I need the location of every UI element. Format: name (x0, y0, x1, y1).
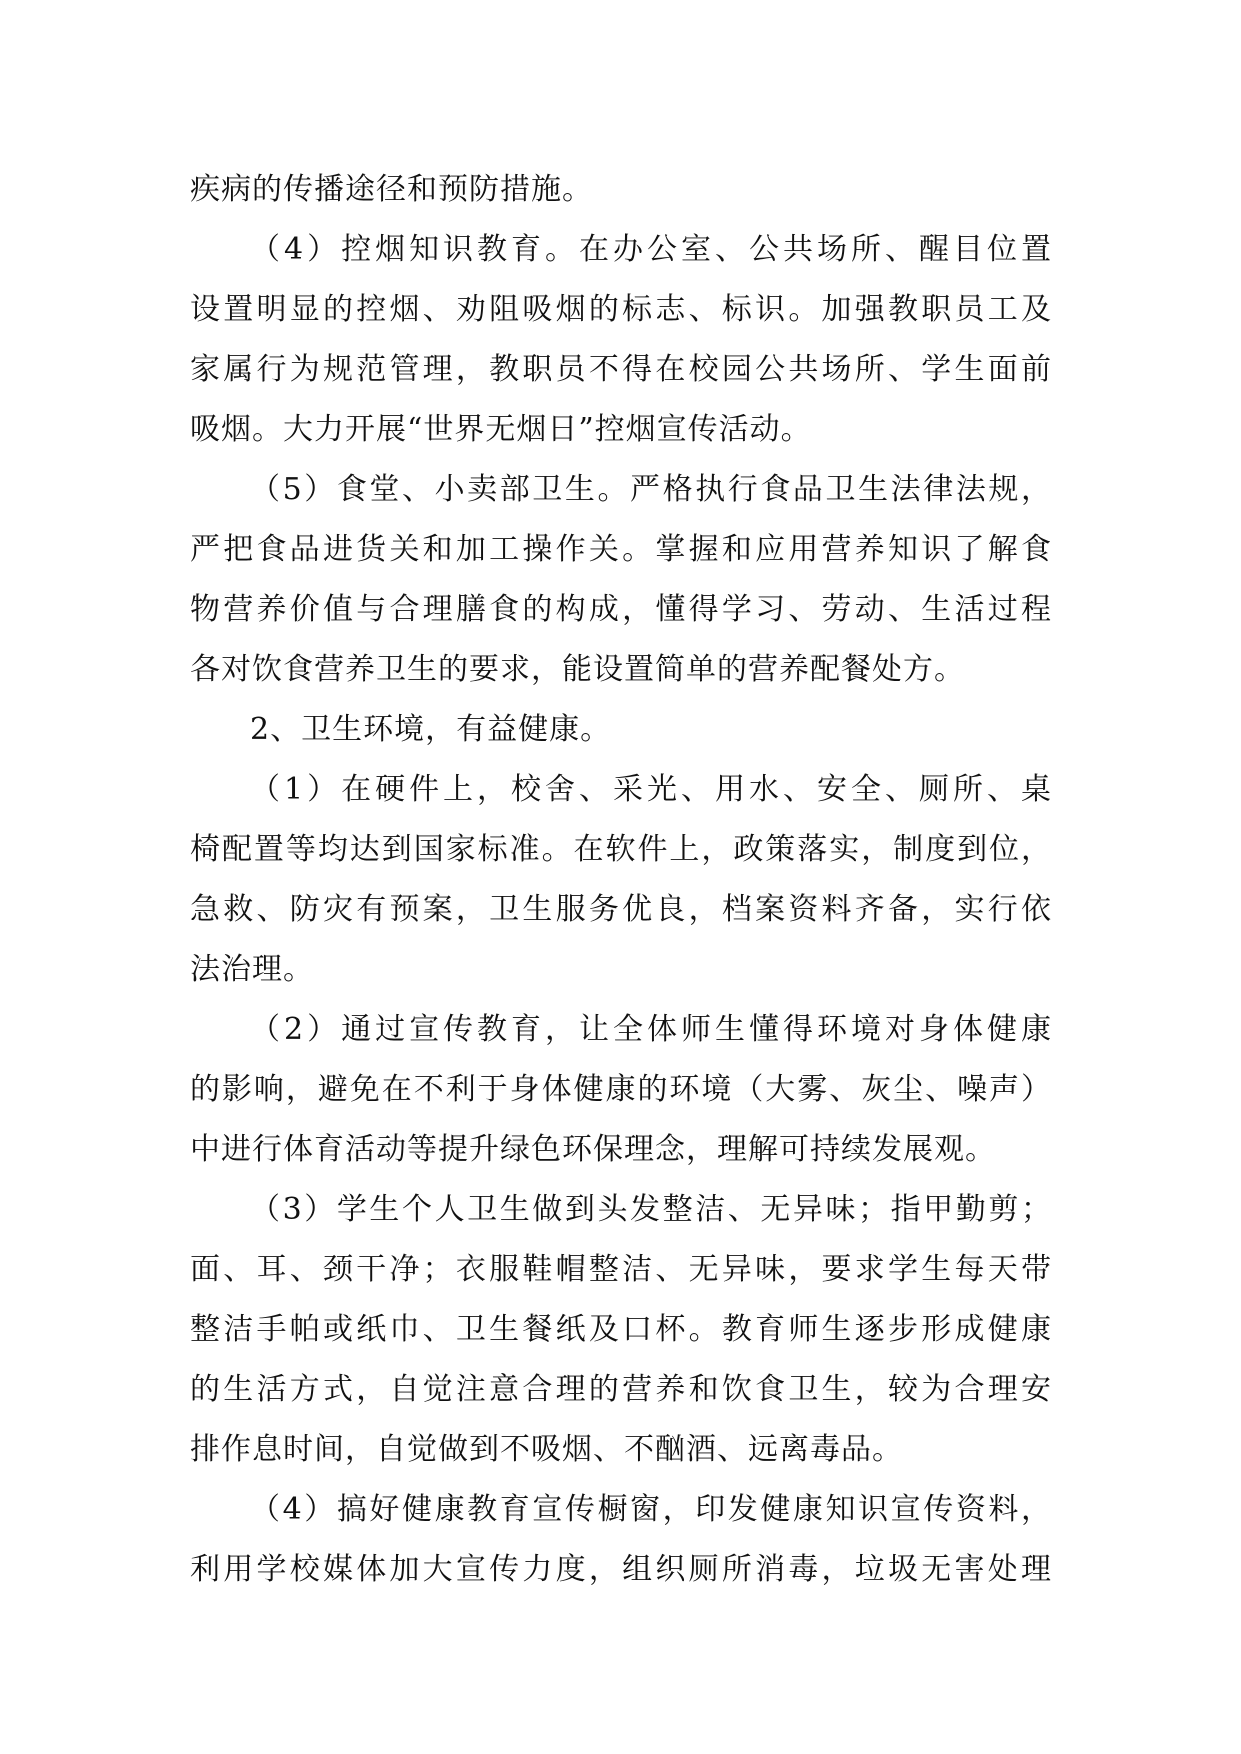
text-line: 急救、防灾有预案，卫生服务优良，档案资料齐备，实行依 (190, 892, 1052, 927)
text-line: 中进行体育活动等提升绿色环保理念，理解可持续发展观。 (190, 1132, 996, 1167)
text-line: 整洁手帕或纸巾、卫生餐纸及口杯。教育师生逐步形成健康 (190, 1312, 1052, 1347)
text-line: 法治理。 (190, 952, 314, 987)
text-line: 2、卫生环境，有益健康。 (250, 712, 612, 747)
text-line: （5）食堂、小卖部卫生。严格执行食品卫生法律法规， (250, 472, 1052, 507)
text-line: 各对饮食营养卫生的要求，能设置简单的营养配餐处方。 (190, 652, 965, 687)
text-line: 设置明显的控烟、劝阻吸烟的标志、标识。加强教职员工及 (190, 292, 1052, 327)
text-line: （4）搞好健康教育宣传橱窗，印发健康知识宣传资料， (250, 1492, 1052, 1527)
text-line: （2）通过宣传教育，让全体师生懂得环境对身体健康 (250, 1012, 1052, 1047)
paragraph (190, 160, 1052, 220)
text-line: 家属行为规范管理，教职员不得在校园公共场所、学生面前 (190, 352, 1052, 387)
paragraph (190, 460, 1052, 700)
text-line: 利用学校媒体加大宣传力度，组织厕所消毒，垃圾无害处理 (190, 1552, 1052, 1587)
paragraph (190, 220, 1052, 460)
text-line: 椅配置等均达到国家标准。在软件上，政策落实，制度到位， (190, 832, 1052, 867)
paragraph (190, 760, 1052, 1000)
text-line: 吸烟。大力开展“世界无烟日”控烟宣传活动。 (190, 412, 812, 447)
text-line: 的影响，避免在不利于身体健康的环境（大雾、灰尘、噪声） (190, 1072, 1052, 1107)
text-line: （1）在硬件上，校舍、采光、用水、安全、厕所、桌 (250, 772, 1052, 807)
paragraph (190, 1480, 1052, 1600)
paragraph (190, 1000, 1052, 1180)
text-line: 的生活方式，自觉注意合理的营养和饮食卫生，较为合理安 (190, 1372, 1052, 1407)
text-line: 物营养价值与合理膳食的构成，懂得学习、劳动、生活过程 (190, 592, 1052, 627)
text-line: 排作息时间，自觉做到不吸烟、不酗酒、远离毒品。 (190, 1432, 903, 1467)
document-body (190, 160, 1052, 1600)
text-line: （3）学生个人卫生做到头发整洁、无异味；指甲勤剪； (250, 1192, 1052, 1227)
text-line: 严把食品进货关和加工操作关。掌握和应用营养知识了解食 (190, 532, 1052, 567)
paragraph (190, 700, 1052, 760)
text-line: （4）控烟知识教育。在办公室、公共场所、醒目位置 (250, 232, 1052, 267)
text-line: 面、耳、颈干净；衣服鞋帽整洁、无异味，要求学生每天带 (190, 1252, 1052, 1287)
paragraph (190, 1180, 1052, 1480)
text-line: 疾病的传播途径和预防措施。 (190, 172, 593, 207)
